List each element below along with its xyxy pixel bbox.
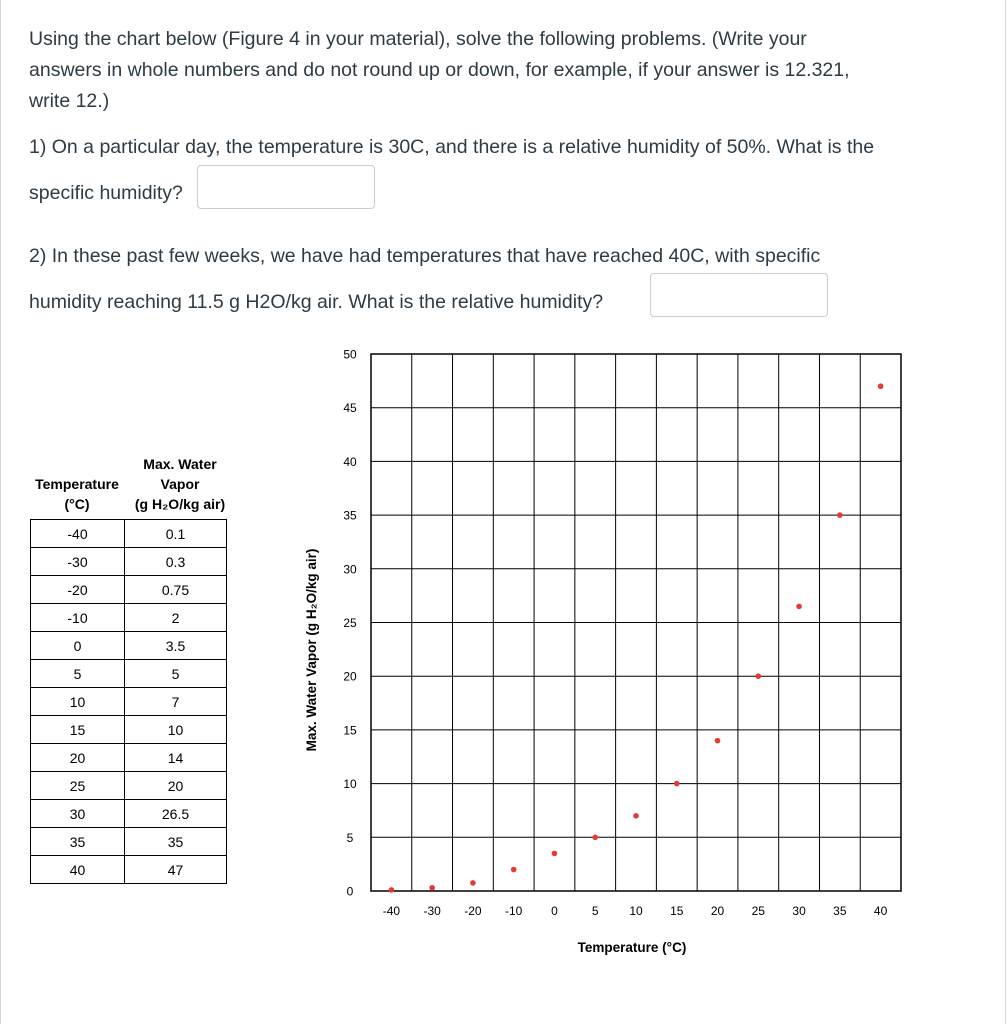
x-axis-title: Temperature (°C)	[577, 940, 687, 955]
data-point	[878, 383, 884, 389]
data-point	[470, 880, 476, 886]
data-point	[511, 867, 517, 873]
x-tick-label: -20	[464, 904, 482, 918]
y-tick-label: 35	[343, 508, 357, 523]
question-1-line-2: specific humidity?	[29, 182, 183, 204]
temperature-cell: 5	[31, 660, 125, 688]
data-point	[796, 604, 802, 610]
max-vapor-cell: 47	[125, 856, 227, 884]
data-point	[633, 813, 639, 819]
data-point	[552, 851, 558, 857]
question-2-line-1: 2) In these past few weeks, we have had temperatures that have reached 40C, with specific	[29, 245, 821, 267]
y-tick-label: 30	[343, 562, 357, 577]
y-tick-label: 45	[343, 401, 357, 416]
x-tick-label: 35	[833, 904, 847, 918]
instructions-line-1: Using the chart below (Figure 4 in your material), solve the following problems. (Write your	[29, 28, 807, 50]
max-vapor-cell: 7	[125, 688, 227, 716]
temperature-cell: 0	[31, 632, 125, 660]
header-vapor-line-1: Max. Water	[143, 456, 217, 472]
x-tick-label: 10	[629, 904, 643, 918]
data-point	[837, 512, 843, 518]
y-axis-title: Max. Water Vapor (g H₂O/kg air)	[304, 548, 319, 752]
temperature-cell: -40	[31, 520, 125, 548]
x-tick-label: 0	[551, 904, 558, 918]
header-temp-line-1: Temperature	[35, 476, 119, 492]
y-tick-label: 5	[346, 830, 354, 845]
temperature-cell: 10	[31, 688, 125, 716]
x-tick-label: -30	[423, 904, 441, 918]
y-tick-label: 50	[343, 347, 357, 362]
header-temp-line-2: (°C)	[64, 496, 90, 512]
question-1-line-1: 1) On a particular day, the temperature is 30C, and there is a relative humidity of 50%. What is the	[29, 136, 875, 158]
y-tick-label: 25	[343, 616, 357, 630]
max-vapor-cell: 2	[125, 604, 227, 632]
temperature-cell: -30	[31, 548, 125, 576]
header-vapor-line-3: (g H₂O/kg air)	[134, 496, 226, 512]
max-vapor-cell: 35	[125, 828, 227, 856]
temperature-cell: -10	[31, 604, 125, 632]
data-point	[389, 887, 395, 893]
temperature-cell: 25	[31, 772, 125, 800]
max-vapor-cell: 0.1	[125, 520, 227, 548]
temperature-cell: 15	[31, 716, 125, 744]
y-tick-label: 15	[343, 723, 357, 738]
y-tick-label: 40	[343, 454, 357, 469]
max-vapor-cell: 26.5	[125, 800, 227, 828]
x-tick-label: 25	[751, 904, 765, 918]
instructions-line-3: write 12.)	[29, 90, 110, 112]
temperature-cell: 35	[31, 828, 125, 856]
x-tick-label: 40	[873, 904, 888, 918]
temperature-cell: 20	[31, 744, 125, 772]
y-tick-label: 10	[343, 777, 357, 792]
temperature-cell: 30	[31, 800, 125, 828]
max-vapor-cell: 14	[125, 744, 227, 772]
max-vapor-cell: 10	[125, 716, 227, 744]
x-tick-label: 5	[591, 904, 599, 918]
header-vapor-line-2: Vapor	[160, 476, 200, 492]
x-tick-label: 20	[710, 904, 725, 918]
x-tick-label: 15	[670, 904, 684, 918]
y-tick-label: 0	[346, 884, 354, 899]
x-tick-label: -10	[505, 904, 523, 918]
max-vapor-cell: 20	[125, 772, 227, 800]
instructions-line-2: answers in whole numbers and do not round up or down, for example, if your answer is 12.321,	[29, 59, 850, 81]
data-point	[715, 738, 721, 744]
max-vapor-cell: 3.5	[125, 632, 227, 660]
max-vapor-cell: 5	[125, 660, 227, 688]
temperature-cell: 40	[31, 856, 125, 884]
data-point	[674, 781, 680, 787]
data-point	[429, 885, 435, 891]
max-vapor-cell: 0.75	[125, 576, 227, 604]
temperature-cell: -20	[31, 576, 125, 604]
question-2-line-2: humidity reaching 11.5 g H2O/kg air. What is the relative humidity?	[29, 291, 604, 313]
data-point	[592, 835, 598, 841]
max-vapor-cell: 0.3	[125, 548, 227, 576]
x-tick-label: -40	[382, 904, 401, 918]
y-tick-label: 20	[343, 669, 357, 684]
data-point	[756, 673, 762, 679]
x-tick-label: 30	[792, 904, 806, 918]
